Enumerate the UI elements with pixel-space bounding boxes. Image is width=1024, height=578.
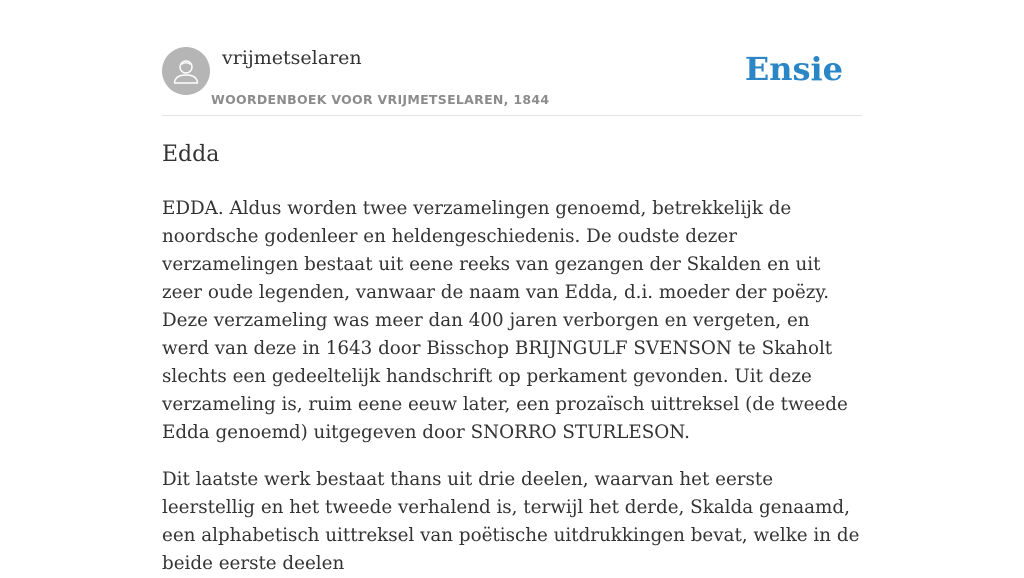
ensie-logo[interactable]: Ensie xyxy=(744,50,843,88)
page-title: Edda xyxy=(162,142,220,167)
source-label[interactable]: WOORDENBOEK VOOR VRIJMETSELAREN, 1844 xyxy=(211,92,550,107)
content-container xyxy=(162,0,862,578)
article-paragraph: Dit laatste werk bestaat thans uit drie deelen, waarvan het eerste leerstellig en het tweede verhalend is, terwijl het derde, Skalda genaamd, een alphabetisch uittreksel van poëtische uitdrukkingen bevat, welke in de beide eerste deelen xyxy=(162,469,860,574)
author-name[interactable]: vrijmetselaren xyxy=(222,47,362,69)
user-avatar-icon[interactable] xyxy=(162,47,210,95)
article-paragraph: EDDA. Aldus worden twee verzamelingen genoemd, betrekkelijk de noordsche godenleer en heldengeschiedenis. De oudste dezer verzamelingen bestaat uit eene reeks van gezangen der Skalden en uit zeer oude legenden, vanwaar de naam van Edda, d.i. moeder der poëzy. Deze verzameling was meer dan 400 jaren verborgen en vergeten, en werd van deze in 1643 door Bisschop BRIJNGULF SVENSON te Skaholt slechts een gedeeltelijk handschrift op perkament gevonden. Uit deze verzameling is, ruim eene eeuw later, een prozaïsch uittreksel (de tweede Edda genoemd) uitgegeven door SNORRO STURLESON. xyxy=(162,198,848,443)
header xyxy=(162,0,862,116)
